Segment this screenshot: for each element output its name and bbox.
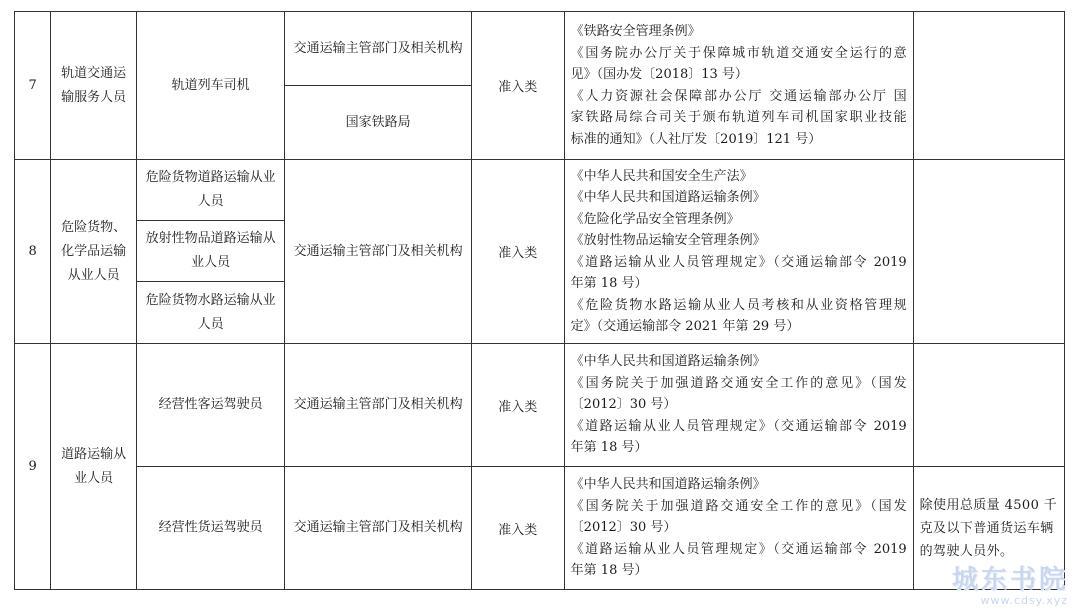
type-cell: 准入类 [471, 467, 564, 590]
department-cell: 交通运输主管部门及相关机构 [285, 160, 472, 344]
table-row [15, 160, 1065, 221]
type-cell: 准入类 [471, 12, 564, 160]
basis-line: 《道路运输从业人员管理规定》（交通运输部令 2019 [570, 541, 907, 557]
basis-line: 《中华人民共和国安全生产法》 [570, 168, 753, 184]
note-cell [913, 344, 1064, 467]
role-cell: 放射性物品道路运输从业人员 [137, 221, 285, 282]
department-cell: 国家铁路局 [285, 86, 472, 160]
legal-basis-cell [564, 344, 913, 467]
category-cell: 道路运输从业人员 [51, 344, 137, 590]
basis-line: 《中华人民共和国道路运输条例》 [570, 190, 766, 205]
basis-line: 年第 18 号） [570, 440, 648, 456]
basis-line: 《危险货物水路运输从业人员考核和从业资格管理规 [570, 297, 907, 313]
basis-line: 《危险化学品安全管理条例》 [570, 211, 740, 227]
legal-basis-cell [564, 160, 913, 344]
watermark-name: 城东书院 [951, 565, 1068, 595]
role-cell: 危险货物道路运输从业人员 [137, 160, 285, 221]
table-row [15, 12, 1065, 86]
basis-line: 〔2012〕30 号） [570, 520, 677, 536]
basis-line: 标准的通知》（人社厅发〔2019〕121 号） [570, 131, 822, 147]
basis-line: 《人力资源社会保障部办公厅 交通运输部办公厅 国 [570, 88, 907, 104]
basis-line: 年第 18 号） [570, 276, 648, 291]
basis-line: 《铁路安全管理条例》 [570, 24, 701, 39]
type-cell: 准入类 [471, 160, 564, 344]
row-number: 8 [15, 160, 51, 344]
watermark-url: www.cdsy.xyz [980, 594, 1068, 607]
note-cell: 除使用总质量 4500 千克及以下普通货运车辆的驾驶人员外。 [913, 467, 1064, 590]
note-cell [913, 160, 1064, 344]
basis-line: 《国务院关于加强道路交通安全工作的意见》（国发 [570, 498, 907, 514]
basis-line: 见》（国办发〔2018〕13 号） [570, 67, 748, 82]
basis-line: 《中华人民共和国道路运输条例》 [570, 477, 766, 493]
basis-line: 《道路运输从业人员管理规定》（交通运输部令 2019 [570, 254, 907, 270]
department-cell: 交通运输主管部门及相关机构 [285, 344, 472, 467]
basis-line: 〔2012〕30 号） [570, 397, 677, 413]
basis-line: 《国务院关于加强道路交通安全工作的意见》（国发 [570, 375, 907, 391]
type-cell: 准入类 [471, 344, 564, 467]
table-row [15, 344, 1065, 467]
category-cell: 轨道交通运输服务人员 [51, 12, 137, 160]
note-cell [913, 12, 1064, 160]
role-cell: 经营性货运驾驶员 [137, 467, 285, 590]
occupation-table [14, 11, 1065, 590]
legal-basis-cell [564, 12, 913, 160]
role-cell: 轨道列车司机 [137, 12, 285, 160]
role-cell: 经营性客运驾驶员 [137, 344, 285, 467]
basis-line: 《放射性物品运输安全管理条例》 [570, 233, 766, 248]
department-cell: 交通运输主管部门及相关机构 [285, 467, 472, 590]
basis-line: 定》（交通运输部令 2021 年第 29 号） [570, 319, 800, 334]
table-row [15, 467, 1065, 590]
role-cell: 危险货物水路运输从业人员 [137, 282, 285, 344]
category-cell: 危险货物、化学品运输从业人员 [51, 160, 137, 344]
row-number: 7 [15, 12, 51, 160]
department-cell: 交通运输主管部门及相关机构 [285, 12, 472, 86]
row-number: 9 [15, 344, 51, 590]
basis-line: 《国务院办公厅关于保障城市轨道交通安全运行的意 [570, 45, 907, 61]
basis-line: 《道路运输从业人员管理规定》（交通运输部令 2019 [570, 418, 907, 434]
basis-line: 年第 18 号） [570, 563, 648, 579]
basis-line: 家铁路局综合司关于颁布轨道列车司机国家职业技能 [570, 110, 907, 125]
basis-line: 《中华人民共和国道路运输条例》 [570, 354, 766, 370]
legal-basis-cell [564, 467, 913, 590]
